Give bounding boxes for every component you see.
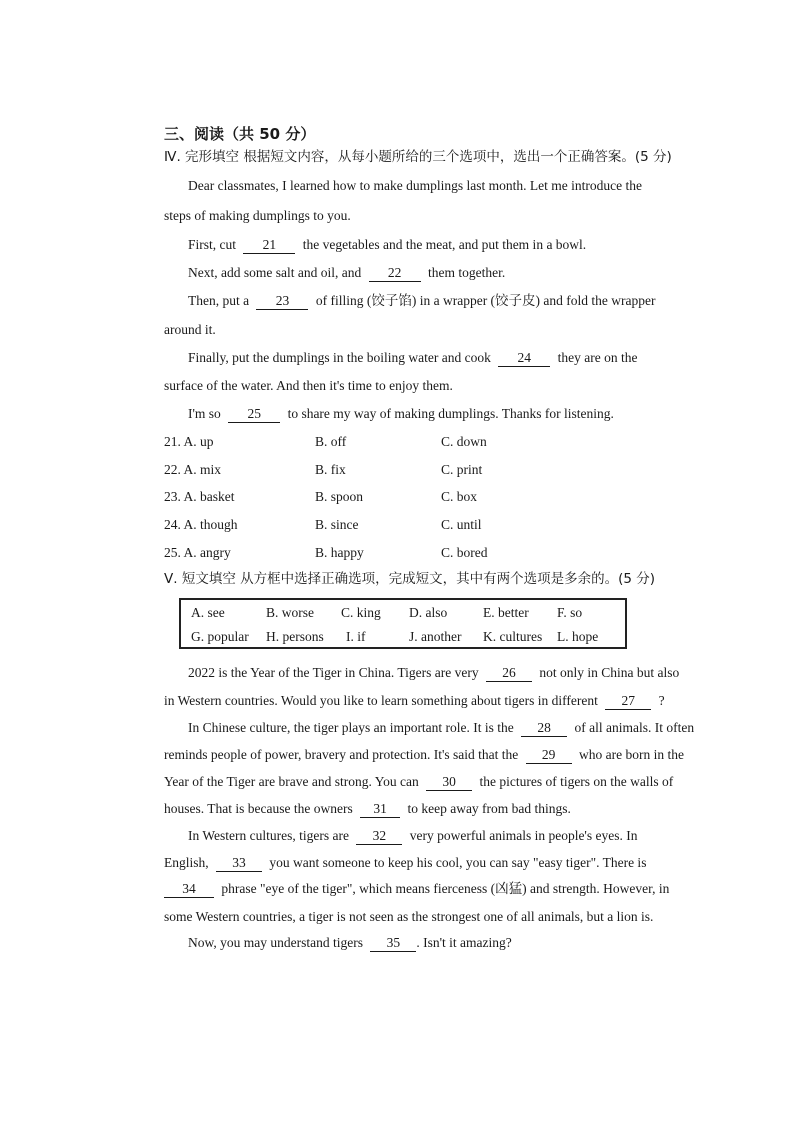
question-24-option-c: C. until bbox=[441, 517, 482, 532]
word-option: L. hope bbox=[557, 629, 599, 644]
word-option: F. so bbox=[557, 605, 583, 620]
blank-34: 34 bbox=[164, 881, 214, 898]
text-segment: I'm so bbox=[188, 406, 221, 421]
question-21-option-c: C. down bbox=[441, 434, 487, 449]
text-segment: not only in China but also bbox=[539, 665, 680, 680]
passage1-line bbox=[188, 292, 656, 310]
section-title: 三、阅读（共 50 分） bbox=[164, 125, 316, 143]
passage2-line bbox=[188, 664, 679, 682]
word-option: K. cultures bbox=[483, 629, 543, 644]
text-segment: reminds people of power, bravery and protection. It's said that the bbox=[164, 747, 519, 762]
text-segment: them together. bbox=[427, 265, 506, 280]
blank-24: 24 bbox=[498, 350, 550, 367]
text-segment: you want someone to keep his cool, you can say "easy tiger". There is bbox=[269, 855, 647, 870]
blank-29: 29 bbox=[526, 747, 572, 764]
passage2-line bbox=[164, 800, 571, 818]
blank-26: 26 bbox=[486, 665, 532, 682]
text-segment: the vegetables and the meat, and put them in a bowl. bbox=[302, 237, 587, 252]
text-segment: Year of the Tiger are brave and strong. You can bbox=[164, 774, 419, 789]
blank-27: 27 bbox=[605, 693, 651, 710]
text-segment: of filling (饺子馅) in a wrapper (饺子皮) and fold the wrapper bbox=[315, 293, 656, 308]
text-segment: Finally, put the dumplings in the boiling water and cook bbox=[188, 350, 491, 365]
text-segment: First, cut bbox=[188, 237, 237, 252]
word-option: J. another bbox=[409, 629, 462, 644]
text-segment: English, bbox=[164, 855, 209, 870]
blank-23: 23 bbox=[256, 293, 308, 310]
blank-25: 25 bbox=[228, 406, 280, 423]
word-option: G. popular bbox=[191, 629, 249, 644]
blank-32: 32 bbox=[356, 828, 402, 845]
question-23-option-b: B. spoon bbox=[315, 489, 364, 504]
question-22-option-b: B. fix bbox=[315, 462, 346, 477]
passage2-line bbox=[164, 692, 665, 710]
blank-31: 31 bbox=[360, 801, 400, 818]
text-segment: who are born in the bbox=[579, 747, 685, 762]
text-segment: they are on the bbox=[557, 350, 638, 365]
part5-title: Ⅴ. 短文填空 从方框中选择正确选项，完成短文，其中有两个选项是多余的。(5 分) bbox=[164, 571, 656, 587]
word-option: I. if bbox=[346, 629, 366, 644]
passage1-line bbox=[188, 236, 586, 254]
word-option: A. see bbox=[191, 605, 225, 620]
question-21-option-b: B. off bbox=[315, 434, 347, 449]
question-24-option-b: B. since bbox=[315, 517, 359, 532]
text-segment: very powerful animals in people's eyes. In bbox=[409, 828, 638, 843]
question-23-option-a: 23. A. basket bbox=[164, 489, 235, 504]
text-segment: phrase "eye of the tiger", which means fierceness (凶猛) and strength. However, in bbox=[221, 881, 670, 896]
text-segment: Now, you may understand tigers bbox=[188, 935, 363, 950]
passage2-line bbox=[164, 854, 646, 872]
question-21-option-a: 21. A. up bbox=[164, 434, 214, 449]
question-22-option-c: C. print bbox=[441, 462, 483, 477]
passage1-line bbox=[188, 264, 505, 282]
part4-title: Ⅳ. 完形填空 根据短文内容，从每小题所给的三个选项中，选出一个正确答案。(5 分) bbox=[164, 149, 672, 165]
passage1-line bbox=[188, 349, 637, 367]
word-box bbox=[179, 598, 627, 649]
word-option: H. persons bbox=[266, 629, 324, 644]
text-segment: the pictures of tigers on the walls of bbox=[479, 774, 674, 789]
text-segment: ? bbox=[658, 693, 665, 708]
passage1-line: Dear classmates, I learned how to make dumplings last month. Let me introduce the bbox=[188, 178, 642, 193]
passage2-line bbox=[164, 773, 673, 791]
text-segment: . Isn't it amazing? bbox=[416, 935, 512, 950]
text-segment: to keep away from bad things. bbox=[407, 801, 571, 816]
word-option: C. king bbox=[341, 605, 381, 620]
text-segment: Next, add some salt and oil, and bbox=[188, 265, 362, 280]
passage1-line: surface of the water. And then it's time to enjoy them. bbox=[164, 378, 453, 393]
question-24-option-a: 24. A. though bbox=[164, 517, 238, 532]
text-segment: Then, put a bbox=[188, 293, 250, 308]
question-23-option-c: C. box bbox=[441, 489, 478, 504]
passage2-line bbox=[164, 746, 684, 764]
word-option: E. better bbox=[483, 605, 529, 620]
text-segment: In Chinese culture, the tiger plays an important role. It is the bbox=[188, 720, 514, 735]
text-segment: 2022 is the Year of the Tiger in China. Tigers are very bbox=[188, 665, 479, 680]
passage1-line bbox=[188, 405, 614, 423]
blank-35: 35 bbox=[370, 935, 416, 952]
question-25-option-a: 25. A. angry bbox=[164, 545, 231, 560]
question-25-option-b: B. happy bbox=[315, 545, 364, 560]
text-segment: to share my way of making dumplings. Thanks for listening. bbox=[287, 406, 614, 421]
question-25-option-c: C. bored bbox=[441, 545, 488, 560]
passage2-line: some Western countries, a tiger is not seen as the strongest one of all animals, but a lion is. bbox=[164, 909, 654, 924]
passage2-line bbox=[188, 934, 512, 952]
blank-30: 30 bbox=[426, 774, 472, 791]
question-22-option-a: 22. A. mix bbox=[164, 462, 222, 477]
passage1-line: steps of making dumplings to you. bbox=[164, 208, 351, 223]
word-option: D. also bbox=[409, 605, 448, 620]
passage2-line bbox=[164, 880, 669, 898]
blank-33: 33 bbox=[216, 855, 262, 872]
text-segment: in Western countries. Would you like to learn something about tigers in different bbox=[164, 693, 598, 708]
passage2-line bbox=[188, 719, 694, 737]
passage2-line bbox=[188, 827, 637, 845]
word-option: B. worse bbox=[266, 605, 314, 620]
text-segment: houses. That is because the owners bbox=[164, 801, 353, 816]
text-segment: of all animals. It often bbox=[574, 720, 695, 735]
blank-28: 28 bbox=[521, 720, 567, 737]
passage1-line: around it. bbox=[164, 322, 216, 337]
text-segment: In Western cultures, tigers are bbox=[188, 828, 349, 843]
blank-22: 22 bbox=[369, 265, 421, 282]
blank-21: 21 bbox=[243, 237, 295, 254]
